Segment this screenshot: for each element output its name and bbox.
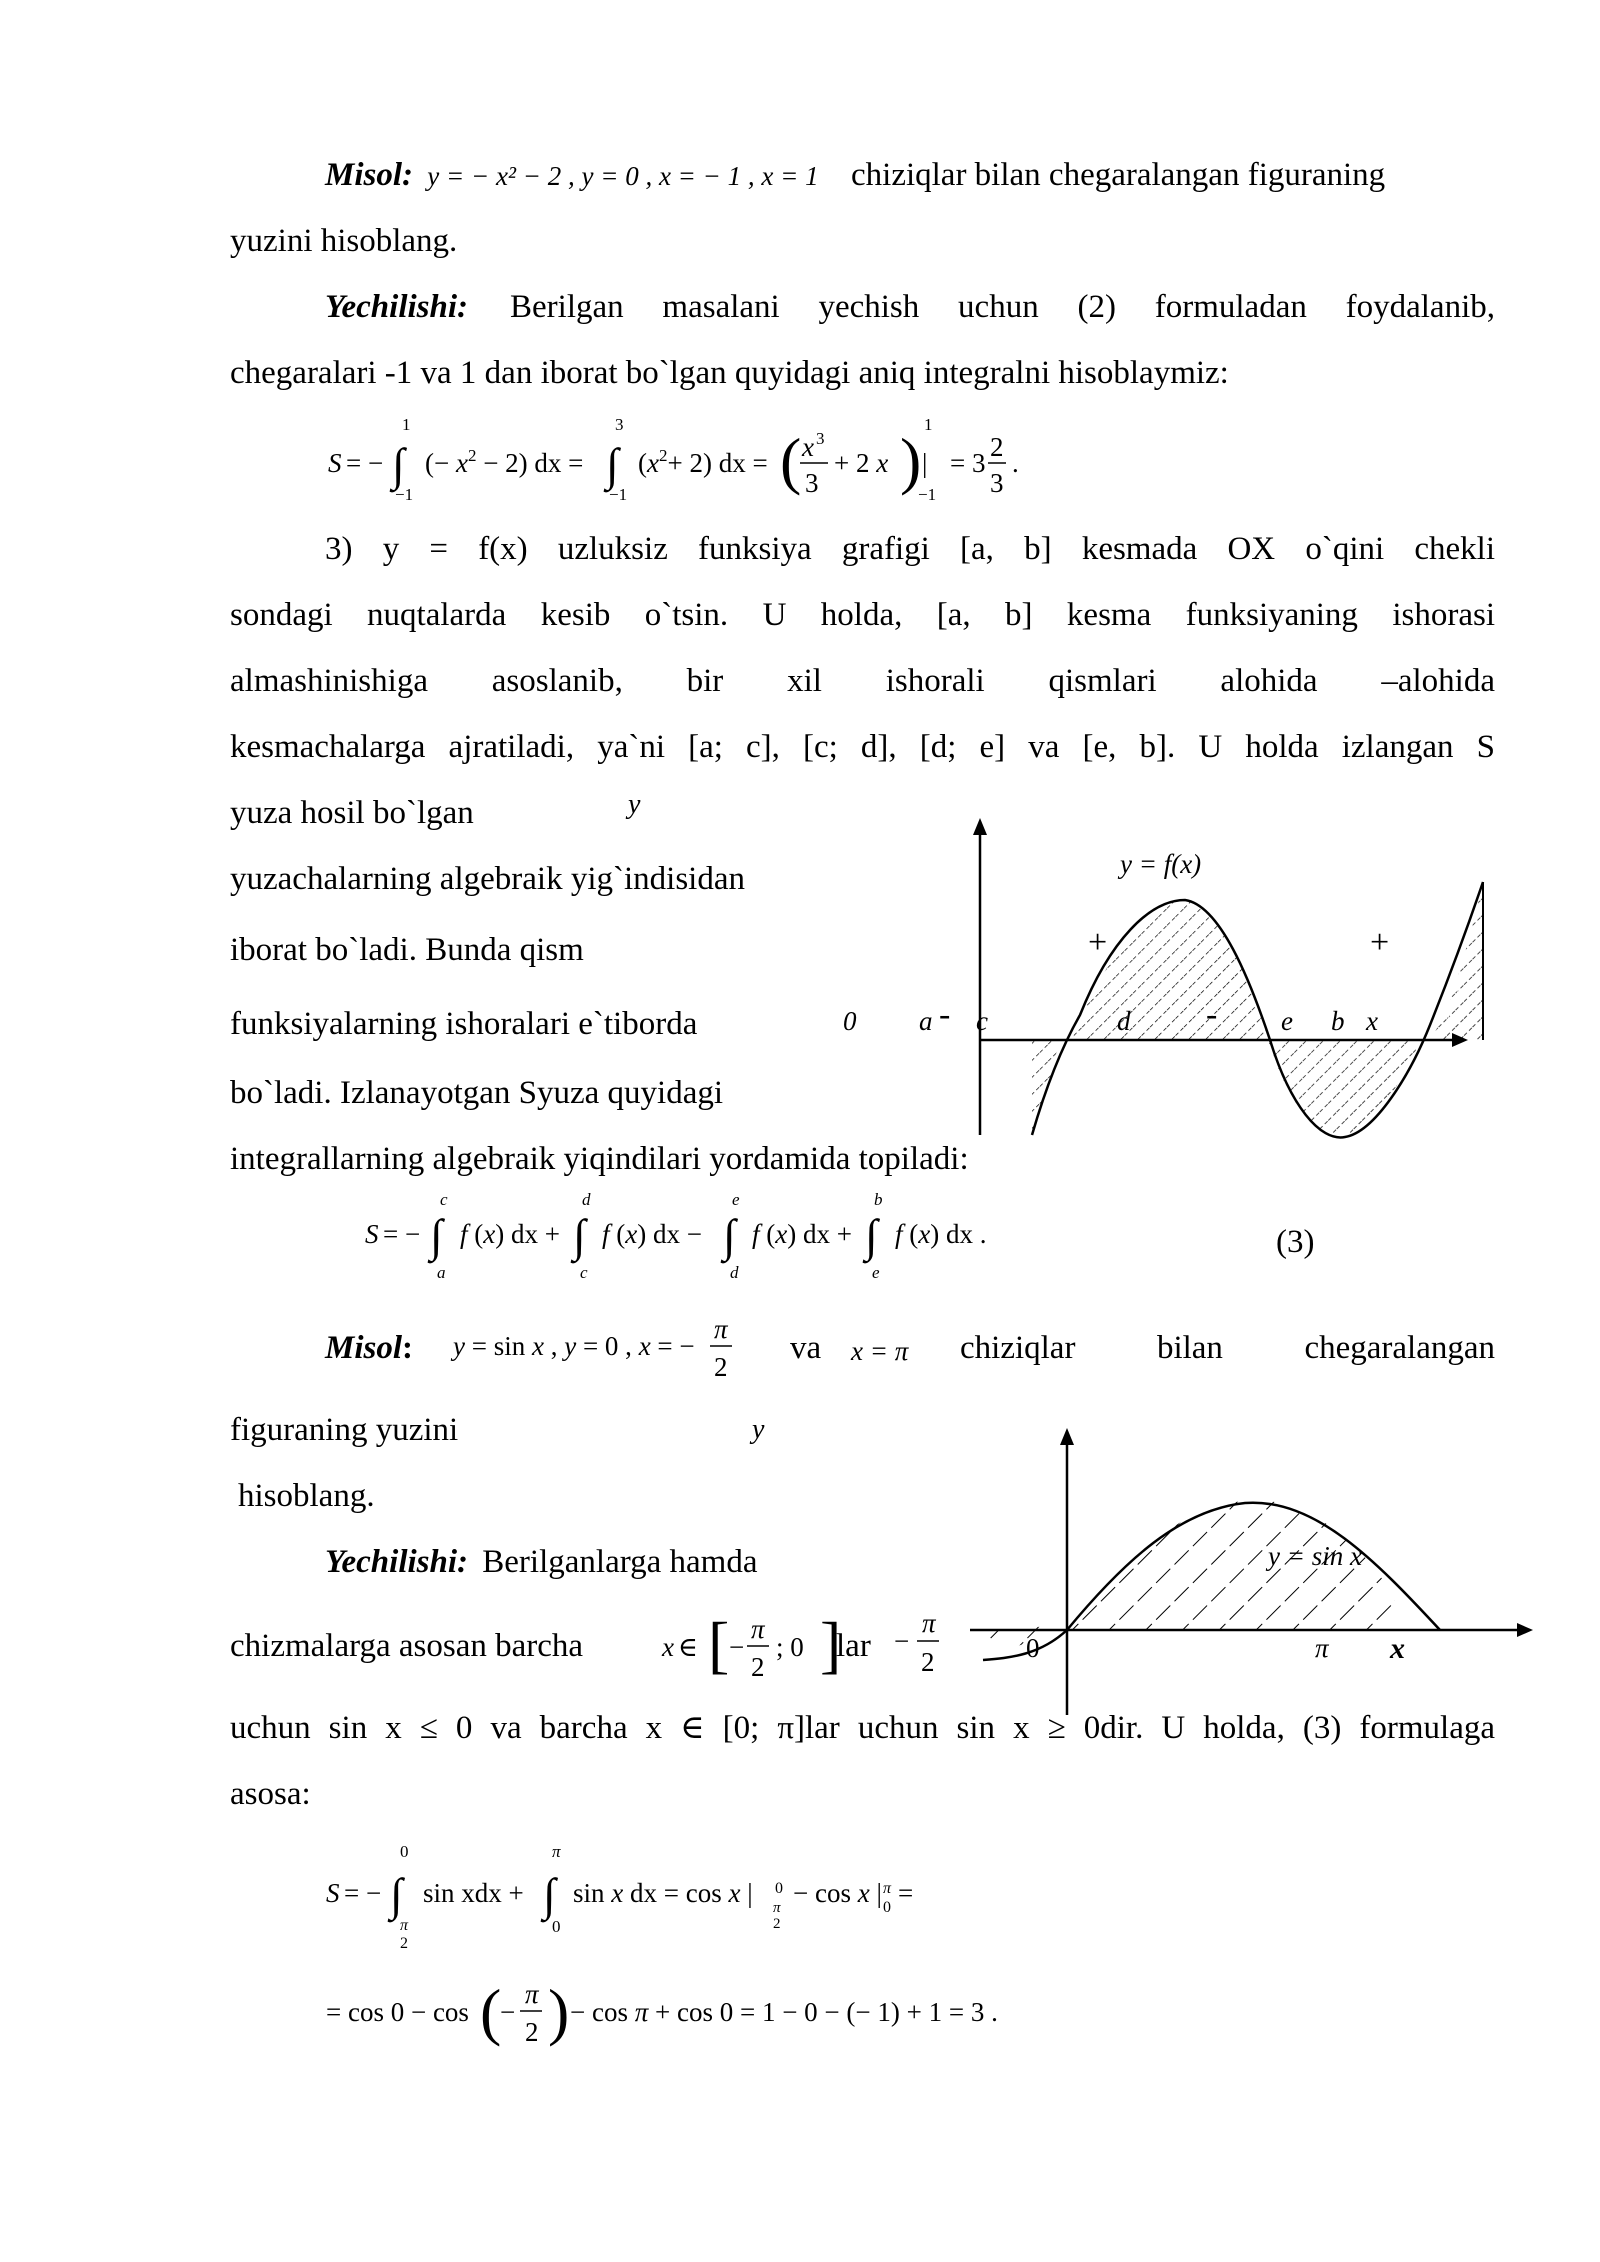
svg-text:2: 2 bbox=[990, 432, 1004, 462]
example1-equations: y = − x² − 2 , y = 0 , x = − 1 , x = 1 bbox=[427, 161, 819, 191]
svg-text:−1: −1 bbox=[609, 485, 628, 504]
example1-line1-tail: chiziqlar bilan chegaralangan figuraning bbox=[851, 157, 1386, 193]
svg-text:S: S bbox=[365, 1219, 379, 1249]
svg-text:0: 0 bbox=[552, 1917, 561, 1936]
svg-text:sin xdx +: sin xdx + bbox=[423, 1878, 524, 1908]
figure2-neg-pi2 bbox=[890, 1608, 939, 1677]
figure1-minus2: - bbox=[1206, 996, 1218, 1033]
figure2-x-label: x bbox=[1390, 1632, 1405, 1665]
figure2-func-label: y = sin x bbox=[1268, 1541, 1362, 1571]
svg-text:− cos π + cos 0 = 1 − 0 − (− 1: − cos π + cos 0 = 1 − 0 − (− 1) + 1 = 3 . bbox=[570, 1997, 998, 2027]
figure2-pi: π bbox=[1315, 1633, 1329, 1663]
example2-x-pi: x = π bbox=[851, 1336, 909, 1366]
svg-text:(− x2 − 2) dx =: (− $x^2 - 2$) dx = bbox=[425, 446, 584, 478]
section3-line1: 3) y = f(x) uzluksiz funksiya grafigi [a, b] kesmada OX o`qini chekli bbox=[325, 531, 1495, 567]
svg-text:): ) bbox=[900, 425, 922, 496]
solution2-line4: asosa: bbox=[230, 1776, 311, 1812]
svg-text:2: 2 bbox=[751, 1652, 765, 1682]
formula3-svg bbox=[360, 1190, 1080, 1290]
svg-text:.: . bbox=[1012, 448, 1019, 478]
svg-text:(: ( bbox=[780, 425, 802, 496]
svg-text:∈: ∈ bbox=[678, 1632, 698, 1662]
svg-text:a: a bbox=[437, 1263, 446, 1282]
figure1-d-label: d bbox=[1117, 1006, 1131, 1036]
svg-text:c: c bbox=[580, 1263, 588, 1282]
svg-text:d: d bbox=[582, 1190, 591, 1209]
svg-text:π: π bbox=[883, 1880, 892, 1897]
svg-text:π: π bbox=[552, 1842, 561, 1861]
svg-text:π: π bbox=[714, 1314, 728, 1344]
svg-text:−1: −1 bbox=[918, 485, 937, 504]
figure2-origin: 0 bbox=[1026, 1633, 1040, 1663]
svg-text:= −: = − bbox=[383, 1219, 421, 1249]
section3-line3: almashinishiga asoslanib, bir xil ishorali qismlari alohida –alohida bbox=[230, 663, 1495, 699]
svg-text:e: e bbox=[732, 1190, 740, 1209]
figure2-x-arrow bbox=[1517, 1623, 1533, 1637]
example1-line2: yuzini hisoblang. bbox=[230, 223, 458, 259]
example2-line1-tail: chiziqlar bilan chegaralangan bbox=[960, 1330, 1495, 1366]
solution1-line1 bbox=[325, 287, 468, 327]
example2-line2: figuraning yuzini bbox=[230, 1412, 459, 1448]
figure1-graph bbox=[628, 789, 1540, 1140]
svg-text:d: d bbox=[730, 1263, 739, 1282]
svg-text:π: π bbox=[400, 1917, 409, 1934]
svg-text:∫: ∫ bbox=[723, 1210, 736, 1261]
svg-text:3: 3 bbox=[816, 429, 825, 448]
svg-text:π: π bbox=[525, 1979, 539, 2009]
svg-text:]: ] bbox=[820, 1609, 842, 1680]
svg-text:π: π bbox=[922, 1608, 936, 1638]
svg-text:0: 0 bbox=[400, 1842, 409, 1861]
svg-text:∫: ∫ bbox=[392, 439, 405, 490]
figure1-c-label: c bbox=[976, 1006, 988, 1036]
section3-line5: yuza hosil bo`lgan bbox=[230, 795, 474, 831]
figure1-x-label: x bbox=[1366, 1006, 1378, 1036]
example2-equations-svg bbox=[450, 1310, 740, 1380]
formula5-svg bbox=[320, 1965, 1040, 2065]
example1-line1 bbox=[325, 155, 819, 196]
solution2-text-after: Berilganlarga hamda bbox=[482, 1544, 758, 1580]
svg-text:S: S bbox=[326, 1878, 340, 1908]
figure1-plus1: + bbox=[1088, 924, 1108, 961]
svg-text:[: [ bbox=[708, 1609, 730, 1680]
solution-label: Yechilishi: bbox=[325, 289, 469, 325]
svg-text:−: − bbox=[894, 1626, 910, 1656]
example2-line1 bbox=[325, 1328, 413, 1368]
svg-text:0: 0 bbox=[883, 1899, 891, 1916]
section3-line2: sondagi nuqtalarda kesib o`tsin. U holda, [a, b] kesma funksiyaning ishorasi bbox=[230, 597, 1495, 633]
svg-text:=: = bbox=[898, 1878, 914, 1908]
figure2-graph bbox=[740, 1410, 1540, 1720]
svg-text:x: x bbox=[802, 432, 814, 462]
section3-line7: iborat bo`ladi. Bunda qism bbox=[230, 932, 584, 968]
svg-text:f (x) dx .: f (x) dx . bbox=[895, 1219, 987, 1249]
svg-text:y = sin x , y = 0 , x = −: y = sin x , y = 0 , x = − bbox=[453, 1331, 695, 1361]
solution2-line3: uchun sin x ≤ 0 va barcha x ∈ [0; π]lar uchun sin x ≥ 0dir. U holda, (3) formulaga bbox=[230, 1710, 1495, 1746]
svg-text:chizmalarga asosan barcha: chizmalarga asosan barcha bbox=[230, 1628, 584, 1664]
svg-text:f (x) dx +: f (x) dx + bbox=[460, 1219, 560, 1249]
svg-text:|: | bbox=[922, 448, 928, 478]
example2-colon: : bbox=[402, 1330, 414, 1366]
formula1-svg bbox=[320, 410, 1080, 520]
svg-text:sin x dx = cos x |: sin x dx = cos x | bbox=[573, 1878, 753, 1908]
svg-text:∫: ∫ bbox=[543, 1869, 556, 1920]
svg-text:(x2+ 2) dx =: $(x^2+ 2)$ dx = bbox=[638, 446, 768, 478]
solution2-line1 bbox=[325, 1542, 757, 1582]
svg-text:∫: ∫ bbox=[573, 1210, 586, 1261]
svg-text:2: 2 bbox=[525, 2017, 539, 2047]
figure1-minus1: - bbox=[939, 996, 951, 1033]
svg-text:−1: −1 bbox=[395, 485, 414, 504]
svg-text:2: 2 bbox=[714, 1352, 728, 1382]
solution1-line2: chegaralari -1 va 1 dan iborat bo`lgan quyidagi aniq integralni hisoblaymiz: bbox=[230, 355, 1229, 391]
svg-text:f (x) dx +: f (x) dx + bbox=[752, 1219, 852, 1249]
figure1-func-label: y = f(x) bbox=[1120, 849, 1202, 879]
example2-label: Misol bbox=[325, 1330, 403, 1366]
svg-text:1: 1 bbox=[402, 415, 411, 434]
svg-text:3: 3 bbox=[990, 468, 1004, 498]
svg-text:2: 2 bbox=[400, 1935, 408, 1952]
svg-text:− cos x |: − cos x | bbox=[793, 1878, 882, 1908]
section3-line9: bo`ladi. Izlanayotgan Syuza quyidagi bbox=[230, 1075, 724, 1111]
svg-text:2: 2 bbox=[773, 1916, 781, 1932]
svg-text:= 3: = 3 bbox=[950, 448, 986, 478]
svg-text:3: 3 bbox=[615, 415, 624, 434]
svg-text:0: 0 bbox=[775, 1880, 783, 1897]
svg-text:π: π bbox=[773, 1900, 781, 1916]
svg-text:; 0: ; 0 bbox=[776, 1632, 804, 1662]
figure1-a-label: a bbox=[919, 1006, 933, 1036]
svg-text:∫: ∫ bbox=[390, 1869, 403, 1920]
svg-text:e: e bbox=[872, 1263, 880, 1282]
svg-text:∫: ∫ bbox=[865, 1210, 878, 1261]
example-label: Misol: bbox=[325, 157, 414, 193]
section3-line6: yuzachalarning algebraik yig`indisidan bbox=[230, 861, 745, 897]
svg-text:b: b bbox=[874, 1190, 883, 1209]
figure1-y-arrow bbox=[973, 818, 987, 835]
svg-text:−: − bbox=[500, 1997, 516, 2027]
svg-text:lar: lar bbox=[836, 1628, 871, 1664]
svg-text:= cos 0 − cos: = cos 0 − cos bbox=[326, 1997, 469, 2027]
example2-va: va bbox=[790, 1330, 822, 1366]
figure1-plus2: + bbox=[1370, 924, 1390, 961]
section3-line8: funksiyalarning ishoralari e`tiborda bbox=[230, 1006, 698, 1042]
section3-line10: integrallarning algebraik yiqindilari yordamida topiladi: bbox=[230, 1141, 969, 1177]
formula3-number: (3) bbox=[1276, 1224, 1315, 1260]
svg-text:): ) bbox=[548, 1976, 570, 2047]
svg-text:3: 3 bbox=[805, 468, 819, 498]
svg-text:π: π bbox=[751, 1614, 765, 1644]
figure1-origin: 0 bbox=[843, 1006, 857, 1036]
svg-text:+ 2 x: + 2 x bbox=[834, 448, 889, 478]
figure2-y-label: y bbox=[752, 1414, 765, 1445]
example2-line3: hisoblang. bbox=[238, 1478, 375, 1514]
svg-text:c: c bbox=[440, 1190, 448, 1209]
svg-text:∫: ∫ bbox=[606, 439, 619, 490]
section3-line4: kesmachalarga ajratiladi, ya`ni [a; c], [c; d], [d; e] va [e, b]. U holda izlangan S bbox=[230, 729, 1495, 765]
figure1-y-label: y bbox=[628, 789, 641, 820]
svg-text:= −: = − bbox=[346, 448, 384, 478]
svg-text:∫: ∫ bbox=[430, 1210, 443, 1261]
svg-text:= −: = − bbox=[344, 1878, 382, 1908]
formula4-svg bbox=[320, 1835, 960, 1955]
svg-text:S: S bbox=[328, 448, 342, 478]
solution1-line1-tail: Berilgan masalani yechish uchun (2) formuladan foydalanib, bbox=[510, 289, 1495, 325]
svg-text:x: x bbox=[662, 1632, 674, 1662]
svg-text:2: 2 bbox=[921, 1647, 935, 1677]
svg-text:1: 1 bbox=[924, 415, 933, 434]
figure2-y-arrow bbox=[1060, 1428, 1074, 1445]
figure1-b-label: b bbox=[1331, 1006, 1345, 1036]
solution2-label: Yechilishi: bbox=[325, 1544, 469, 1580]
svg-text:(: ( bbox=[480, 1976, 502, 2047]
figure1-e-label: e bbox=[1281, 1006, 1293, 1036]
svg-text:f (x) dx −: f (x) dx − bbox=[602, 1219, 702, 1249]
svg-text:−: − bbox=[729, 1632, 745, 1662]
